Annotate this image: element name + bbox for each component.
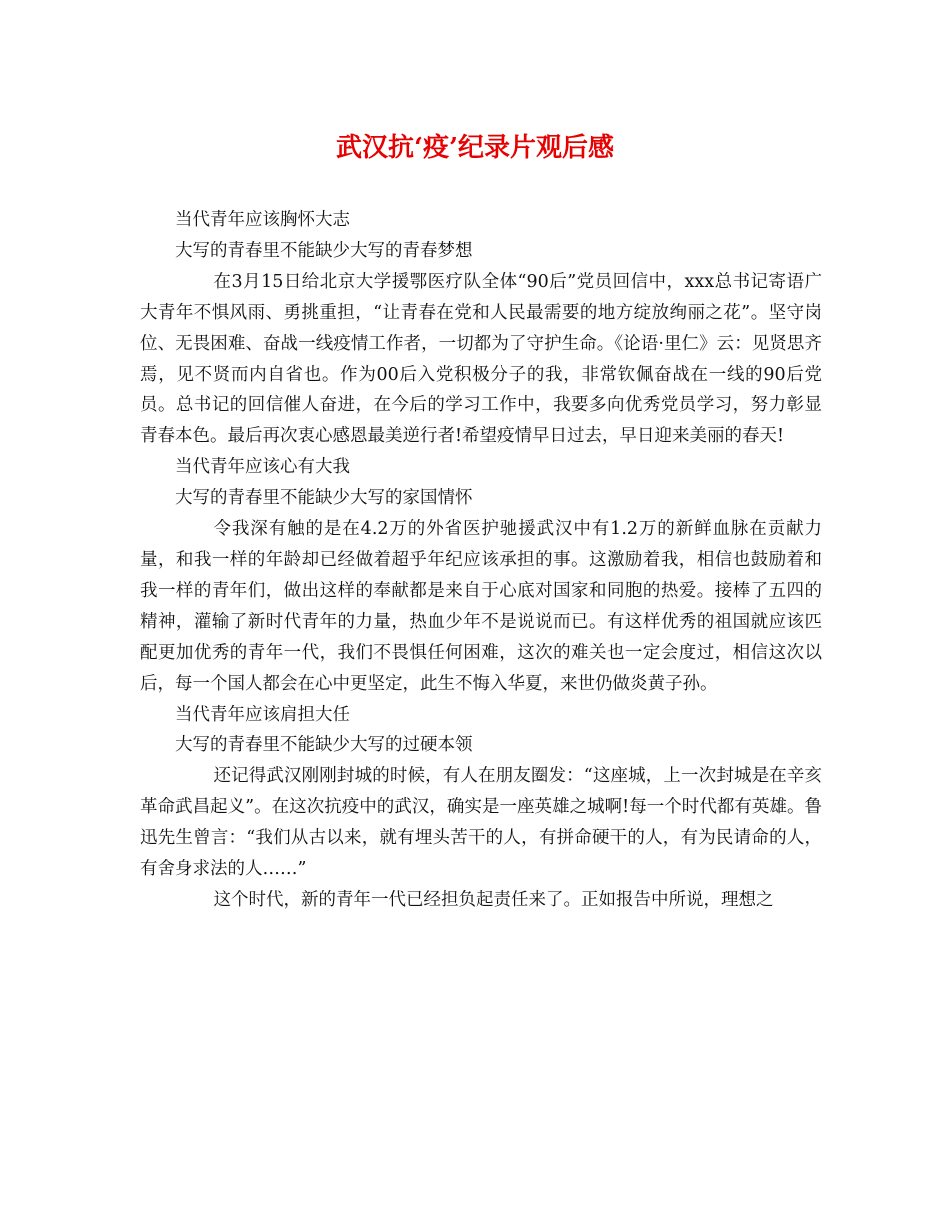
section-3-subheading: 大写的青春里不能缺少大写的过硬本领 [175, 735, 473, 756]
section-2-subheading: 大写的青春里不能缺少大写的家国情怀 [175, 488, 473, 509]
section-2-paragraph: 令我深有触的是在4.2万的外省医护驰援武汉中有1.2万的新鲜血脉在贡献力量，和我一样的年龄却已经做着超乎年纪应该承担的事。这激励着我，相信也鼓励着和我一样的青年们，做出这样的奉献都是来自于心底对国家和同胞的热爱。接棒了五四的精神，灌输了新时代青年的力量，热血少年不是说说而已。有这样优秀的祖国就应该匹配更加优秀的青年一代，我们不畏惧任何困难，这次的难关也一定会度过，相信这次以后，每一个国人都会在心中更坚定，此生不悔入华夏，来世仍做炎黄子孙。 [140, 519, 822, 694]
final-paragraph: 这个时代，新的青年一代已经担负起责任来了。正如报告中所说，理想之 [213, 889, 774, 910]
section-2-heading: 当代青年应该心有大我 [175, 457, 350, 478]
document-title: 武汉抗‘疫’纪录片观后感 [335, 133, 615, 163]
section-1-subheading: 大写的青春里不能缺少大写的青春梦想 [175, 240, 473, 261]
section-3-paragraph: 还记得武汉刚刚封城的时候，有人在朋友圈发：“这座城，上一次封城是在辛亥革命武昌起义”。在这次抗疫中的武汉，确实是一座英雄之城啊!每一个时代都有英雄。鲁迅先生曾言：“我们从古以来，就有埋头苦干的人，有拼命硬干的人，有为民请命的人，有舍身求法的人……” [140, 766, 822, 880]
section-1-paragraph: 在3月15日给北京大学援鄂医疗队全体“90后”党员回信中，xxx总书记寄语广大青年不惧风雨、勇挑重担，“让青春在党和人民最需要的地方绽放绚丽之花”。坚守岗位、无畏困难、奋战一线疫情工作者，一切都为了守护生命。《论语·里仁》云：见贤思齐焉，见不贤而内自省也。作为00后入党积极分子的我，非常钦佩奋战在一线的90后党员。总书记的回信催人奋进，在今后的学习工作中，我要多向优秀党员学习，努力彰显青春本色。最后再次衷心感恩最美逆行者!希望疫情早日过去，早日迎来美丽的春天! [140, 271, 822, 447]
section-1-heading: 当代青年应该胸怀大志 [175, 210, 350, 230]
document-body [140, 205, 822, 916]
section-3-heading: 当代青年应该肩担大任 [175, 704, 350, 725]
